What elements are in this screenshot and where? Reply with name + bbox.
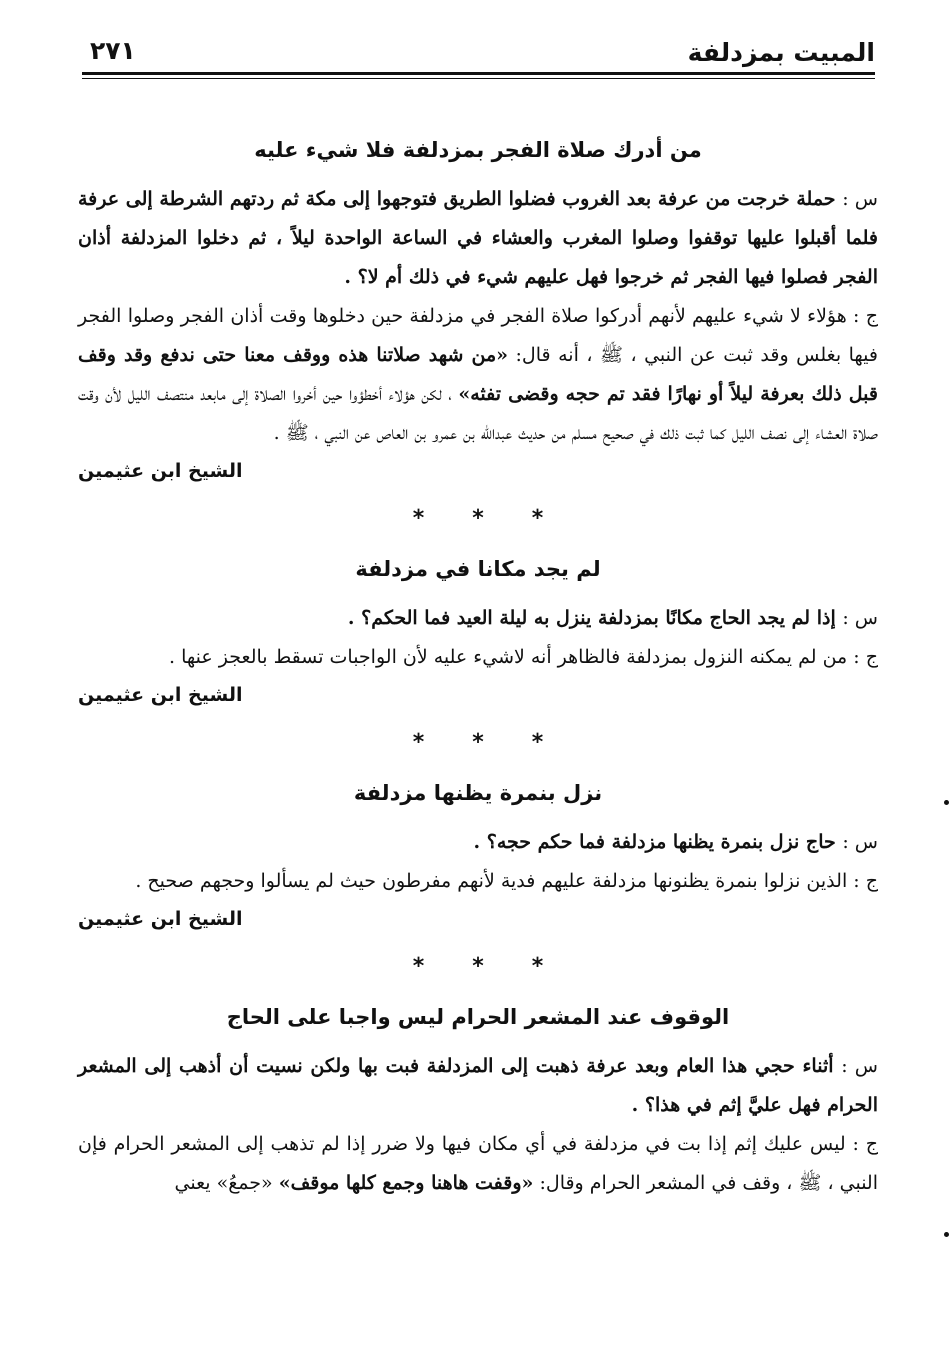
section-separator: *** — [412, 730, 568, 755]
question-label: س : — [842, 831, 878, 853]
scan-mark — [944, 1232, 949, 1237]
running-title: المبيت بمزدلفة — [687, 38, 875, 67]
answer-text: الذين نزلوا بنمرة يظنونها مزدلفة عليهم فدية لأنهم مفرطون حيث لم يسألوا وحجهم صحيح . — [135, 870, 848, 892]
answer-text: من لم يمكنه النزول بمزدلفة فالظاهر أنه لاشيء عليه لأن الواجبات تسقط بالعجز عنها . — [169, 646, 848, 668]
signature: الشيخ ابن عثيمين — [78, 460, 243, 482]
answer-paragraph — [78, 638, 878, 677]
signature: الشيخ ابن عثيمين — [78, 908, 243, 930]
answer-label: ج : — [853, 305, 878, 327]
answer-text-continued: ، لكن هؤلاء أخطؤوا حين أخروا الصلاة إلى مابعد منتصف الليل لأن وقت صلاة العشاء إلى نصف الليل كما ثبت ذلك في صحيح مسلم من حديث عبدالله بن عمرو بن العاص عن النبي ، ﷺ . — [78, 383, 878, 444]
answer-text-continued: «جمعُ» يعني — [174, 1172, 273, 1194]
question-paragraph — [78, 180, 878, 297]
section-title: نزل بنمرة يظنها مزدلفة — [353, 781, 603, 805]
answer-label: ج : — [852, 1133, 878, 1155]
signature: الشيخ ابن عثيمين — [78, 684, 243, 706]
fatwa-section — [78, 130, 878, 489]
question-paragraph — [78, 823, 878, 862]
fatwa-section — [78, 549, 878, 713]
question-text: حملة خرجت من عرفة بعد الغروب فضلوا الطريق فتوجهوا إلى مكة ثم ردتهم الشرطة إلى عرفة فلما أقبلوا عليها توقفوا وصلوا المغرب والعشاء في الساعة الواحدة ليلاً ، ثم دخلوا المزدلفة أذان الفجر فصلوا فيها الفجر ثم خرجوا فهل عليهم شيء في ذلك أم لا؟ . — [78, 188, 878, 288]
page-content — [78, 130, 878, 1203]
header-rule-thick — [82, 72, 875, 75]
question-paragraph — [78, 1047, 878, 1125]
section-title: لم يجد مكانا في مزدلفة — [355, 557, 601, 581]
question-label: س : — [842, 188, 878, 210]
answer-text: هؤلاء لا شيء عليهم لأنهم أدركوا صلاة الفجر في مزدلفة حين دخلوها وقت أذان الفجر وصلوا الفجر فيها بغلس وقد ثبت عن النبي ، ﷺ ، أنه قال: — [78, 305, 879, 366]
section-title: الوقوف عند المشعر الحرام ليس واجبا على الحاج — [226, 1005, 730, 1029]
fatwa-section — [78, 997, 878, 1203]
hadith-quote: «من شهد صلاتنا هذه ووقف معنا حتى ندفع وقد وقف قبل ذلك بعرفة ليلاً أو نهارًا فقد تم حجه وقضى تفثه» — [78, 344, 878, 405]
answer-paragraph — [78, 297, 878, 453]
answer-paragraph — [78, 862, 878, 901]
page-number: ٢٧١ — [90, 36, 136, 65]
question-text: إذا لم يجد الحاج مكانًا بمزدلفة ينزل به ليلة العيد فما الحكم؟ . — [347, 607, 836, 629]
answer-label: ج : — [853, 870, 878, 892]
hadith-quote: «وقفت هاهنا وجمع كلها موقف» — [278, 1172, 534, 1194]
question-text: أثناء حجي هذا العام وبعد عرفة ذهبت إلى المزدلفة فبت بها ولكن نسيت أن أذهب إلى المشعر الحرام فهل عليَّ إثم في هذا؟ . — [78, 1055, 878, 1116]
answer-paragraph — [78, 1125, 878, 1203]
fatwa-section — [78, 773, 878, 937]
scan-mark — [944, 800, 949, 805]
question-label: س : — [842, 607, 878, 629]
section-separator: *** — [412, 954, 568, 979]
section-title: من أدرك صلاة الفجر بمزدلفة فلا شيء عليه — [254, 138, 702, 162]
question-paragraph — [78, 599, 878, 638]
question-text: حاج نزل بنمرة يظنها مزدلفة فما حكم حجه؟ . — [473, 831, 836, 853]
page-header — [82, 36, 875, 76]
question-label: س : — [841, 1055, 878, 1077]
section-separator: *** — [412, 506, 568, 531]
answer-text: ليس عليك إثم إذا بت في مزدلفة في أي مكان فيها ولا ضرر إذا لم تذهب إلى المشعر الحرام فإن النبي ، ﷺ ، وقف في المشعر الحرام وقال: — [78, 1133, 878, 1194]
answer-label: ج : — [853, 646, 878, 668]
header-rule-thin — [82, 78, 875, 79]
